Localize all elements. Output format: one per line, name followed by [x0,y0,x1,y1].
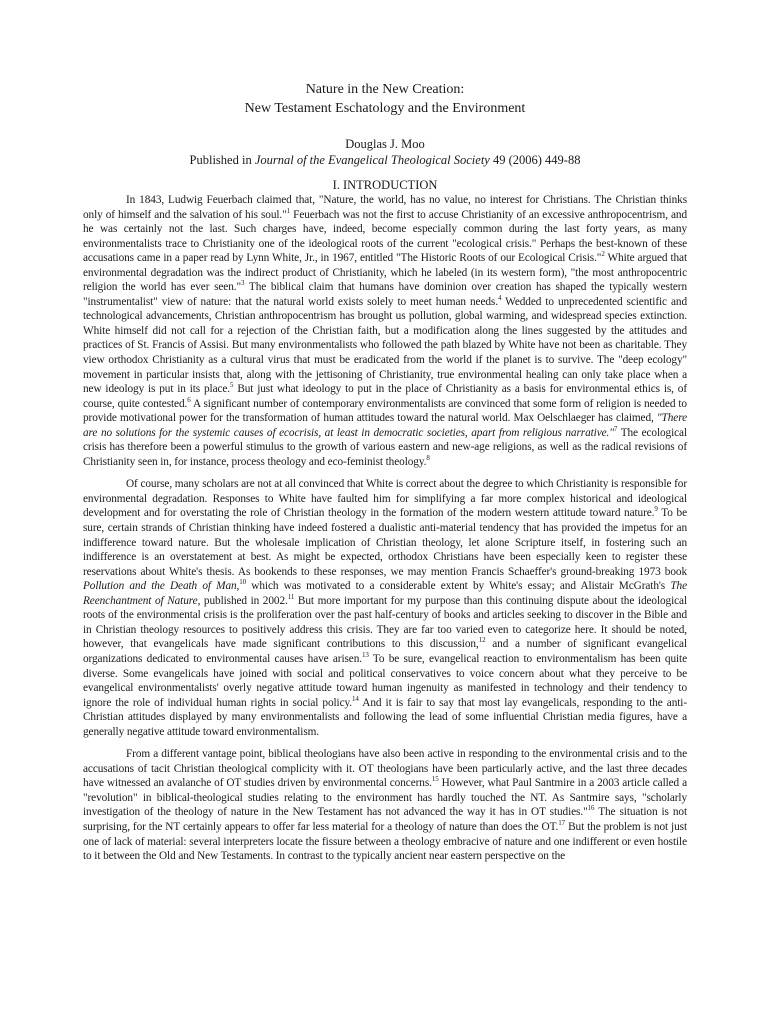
footnote-marker: 6 [187,395,191,404]
italic-text: "There are no solutions for the systemic causes of ecocrisis, at least in democratic societies, apart from religious narrative." [83,412,687,439]
footnote-marker: 12 [478,636,486,645]
section-heading: I. INTRODUCTION [332,178,438,192]
text-run: But more important for my purpose than this continuing dispute about the ideological roots of the environmental crisis is the proliferation over the past half-century of books and articles seeking to discover in the Bible and in Christian theology resources to positively address this crisis. They are far too varied even to categorize here. It should be noted, however, that evangelicals have made significant contributions to this discussion, [83,594,687,651]
italic-text: Pollution and the Death of Man, [83,580,240,593]
document-title-line-1: Nature in the New Creation: [305,82,465,97]
paragraph-2 [83,477,687,739]
text-run: and a number of significant evangelical organizations dedicated to environmental causes have arisen. [83,638,687,665]
footnote-marker: 1 [286,206,291,215]
footnote-marker: 5 [230,381,234,390]
footnote-marker: 4 [497,294,502,303]
footnote-marker: 7 [613,424,618,433]
author-block [83,136,687,168]
text-run: To be sure, certain strands of Christian thinking have indeed fostered a dualistic anti-material tendency that has provided the impetus for an indifference toward nature. But the wholesale implication of Christian theology, let alone Scripture itself, in fostering such an indifference is an overstatement at best. As might be expected, orthodox Christians have been especially keen to register these reservations about White's thesis. As bookends to these responses, we may mention Francis Schaeffer's ground-breaking 1973 book [83,507,687,578]
publication-line [83,152,687,168]
text-run: From a different vantage point, biblical theologians have also been active in responding to the environmental crisis and to the accusations of tacit Christian theological complicity with it. OT theologians have been particularly active, and the last three decades have witnessed an avalanche of OT studies driven by environmental concerns. [83,748,687,790]
text-run: The situation is not surprising, for the NT certainly appears to offer far less material for a theology of nature than does the OT. [83,806,687,833]
text-run: However, what Paul Santmire in a 2003 article called a "revolution" in biblical-theological studies relating to the environment has hardly touched the NT. As Santmire says, "scholarly investigation of the theology of nature in the New Testament has not advanced the way it has in OT studies." [83,777,687,819]
footnote-marker: 16 [587,804,595,813]
footnote-marker: 9 [654,505,658,514]
text-run: In 1843, Ludwig Feuerbach claimed that, "Nature, the world, has no value, no interest for Christians. The Christian thinks only of himself and the salvation of his soul." [83,194,687,221]
footnote-marker: 8 [426,454,430,463]
paragraph-3 [83,747,687,863]
body-text [83,193,687,864]
text-run: Wedded to unprecedented scientific and technological advancements, Christian anthropocentrism has brought us pollution, global warming, and widespread species extinction. White himself did not call for a rejection of the Christian faith, but a modification along the lines suggested by the attitudes and practices of St. Francis of Assisi. But many environmentalists who followed the path blazed by White have not been as charitable. They view orthodox Christianity as a cultural virus that must be eradicated from the world if the planet is to survive. The "deep ecology" movement in particular insists that, along with the jettisoning of Christianity, true environmental healing can only take place when a new ideology is put in its place. [83,295,687,396]
footnote-marker: 10 [239,578,247,587]
document-title-line-2: New Testament Eschatology and the Environment [244,101,526,116]
author-name: Douglas J. Moo [345,137,425,151]
text-run: A significant number of contemporary environmentalists are convinced that some form of religion is needed to provide motivational power for the transformation of human attitudes toward the natural world. Max Oelschlaeger has claimed, [83,397,687,425]
footnote-marker: 2 [601,250,605,259]
footnote-marker: 13 [361,651,369,660]
journal-name: Journal of the Evangelical Theological Society [254,153,490,167]
text-run: To be sure, evangelical reaction to environmentalism has been quite diverse. Some evangelicals have joined with social and political conservatives to voice concern about what they perceive to be evangelical environmentalists' overly negative attitude toward human ingenuity as manifested in technology and their tendency to ignore the role of individual human rights in social policy. [83,652,687,709]
italic-text: The Reenchantment of Nature [83,580,687,607]
footnote-marker: 17 [558,819,566,828]
text-run: Feuerbach was not the first to accuse Christianity of an excessive anthropocentrism, and he was certainly not the last. Such charges have, indeed, become especially common during the last forty years, as many environmentalists trace to Christianity one of the ideological roots of the current "ecological crisis." Perhaps the best-known of these accusations came in a paper read by Lynn White, Jr., in 1967, entitled "The Historic Roots of our Ecological Crisis." [83,208,687,265]
text-run: White argued that environmental degradation was the indirect product of Christianity, which he labeled (in its western form), "the most anthropocentric religion the world has ever seen." [83,252,687,294]
footnote-marker: 3 [240,279,245,288]
footnote-marker: 14 [352,694,359,703]
footnote-marker: 15 [431,775,439,784]
text-run: which was motivated to a considerable extent by White's essay; and Alistair McGrath's [246,580,671,593]
text-run: But the problem is not just one of lack of material: several interpreters locate the fissure between a theology embracive of nature and one indifferent or even hostile to it between the Old and New Testaments. In contrast to the typically ancient near eastern perspective on the [83,820,687,863]
text-run: The biblical claim that humans have dominion over creation has shaped the typically western "instrumentalist" view of nature: that the natural world exists solely to meet human needs. [83,281,687,308]
text-run: , published in 2002. [197,594,288,607]
text-run: And it is fair to say that most lay evangelicals, responding to the anti-Christian attitudes displayed by many environmentalists and following the lead of some influential Christian media figures, have a generally negative attitude toward environmentalism. [83,696,687,738]
text-run: Of course, many scholars are not at all convinced that White is correct about the degree to which Christianity is responsible for environmental degradation. Responses to White have faulted him for simplifying a far more complex historical and ideological development and for overstating the role of Christian theology in the formation of the modern western attitude toward nature. [83,478,687,520]
publication-suffix: 49 (2006) 449-88 [489,153,581,167]
publication-prefix: Published in [189,153,255,167]
footnote-marker: 11 [287,593,295,601]
paragraph-1 [83,193,687,469]
text-run: The ecological crisis has therefore been a powerful stimulus to the growth of various eastern and new-age religions, as well as the radical revisions of Christianity seen in, for instance, process theology and eco-feminist theology. [83,426,687,468]
text-run: But just what ideology to put in the place of Christianity as a basis for environmental ethics is, of course, quite contested. [83,383,687,410]
